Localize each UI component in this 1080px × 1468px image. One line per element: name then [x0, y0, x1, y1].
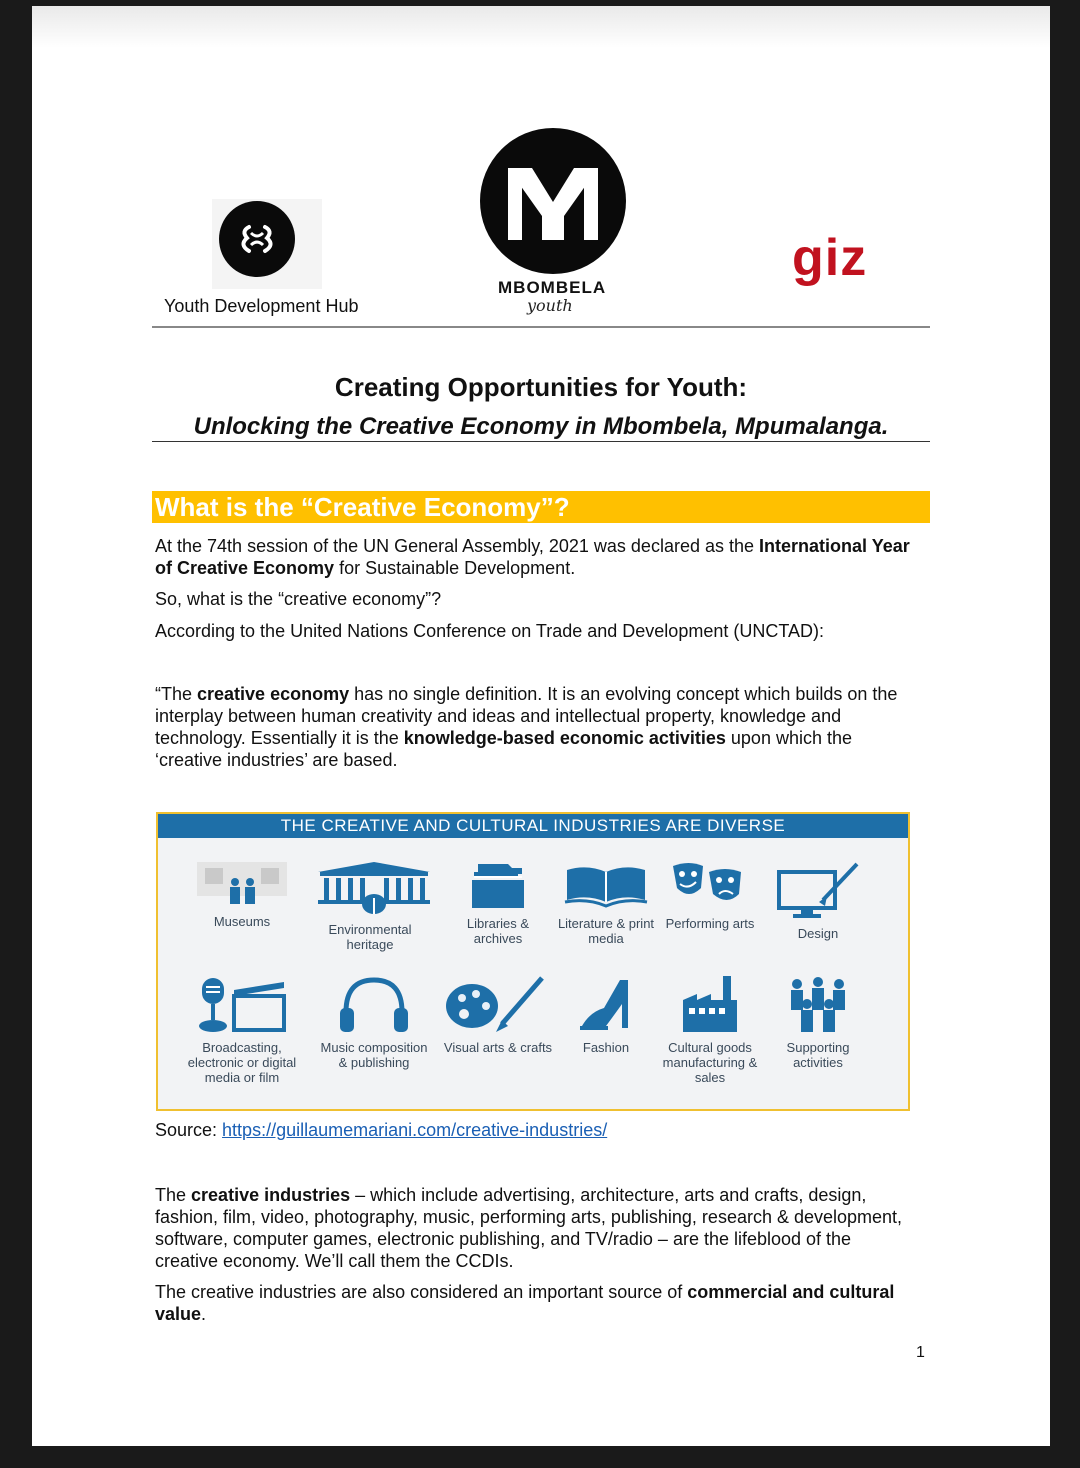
industry-music	[318, 974, 430, 1070]
giz-logo: giz	[792, 229, 868, 287]
industry-libraries-archives	[442, 860, 554, 946]
header-divider	[152, 326, 930, 328]
factory-icon	[675, 974, 745, 1034]
industry-label: Museums	[213, 914, 271, 929]
industry-label: Music composition & publishing	[320, 1040, 428, 1070]
industry-design	[762, 860, 874, 941]
page-number: 1	[916, 1344, 925, 1361]
paragraph-un-assembly: At the 74th session of the UN General Assembly, 2021 was declared as the International Year of Creative Economy for Sustainable Development.	[155, 536, 910, 578]
title-divider	[152, 441, 930, 442]
industry-fashion	[550, 974, 662, 1055]
source-link[interactable]: https://guillaumemariani.com/creative-industries/	[222, 1120, 608, 1140]
graphic-body	[158, 838, 908, 1109]
industry-label: Environmental heritage	[328, 922, 412, 952]
hub-logo-mark-icon	[219, 201, 295, 277]
theatre-masks-icon	[667, 860, 753, 910]
quote-definition: “The creative economy has no single definition. It is an evolving concept which builds on the interplay between human creativity and ideas and intellectual property, knowledge and technology. Essentially it is the knowledge-based economic activities upon which the ‘creative industries’ are based.	[155, 684, 898, 770]
mbombela-youth-logo	[480, 128, 626, 274]
mbombela-logo-text: MBOMBELA	[498, 278, 607, 297]
document-subtitle: Unlocking the Creative Economy in Mbombela, Mpumalanga.	[193, 413, 889, 440]
industry-broadcasting-media	[186, 974, 298, 1085]
source-line: Source: https://guillaumemariani.com/creative-industries/	[155, 1120, 608, 1140]
group-people-icon	[783, 974, 853, 1034]
industry-label: Design	[797, 926, 839, 941]
open-book-icon	[563, 860, 649, 910]
monitor-brush-icon	[773, 860, 863, 920]
microphone-clapboard-icon	[194, 974, 290, 1034]
hub-logo	[219, 201, 295, 277]
palette-brush-icon	[442, 974, 554, 1034]
industry-label: Literature & print media	[557, 916, 655, 946]
section-heading: What is the “Creative Economy”?	[155, 492, 570, 522]
industry-label: Visual arts & crafts	[443, 1040, 553, 1055]
document-page	[32, 6, 1050, 1446]
headphones-icon	[334, 974, 414, 1034]
industry-supporting-activities	[762, 974, 874, 1070]
industry-museums	[186, 860, 298, 929]
industry-label: Cultural goods manufacturing & sales	[662, 1040, 758, 1085]
page-top-shadow	[32, 6, 1050, 48]
industry-cultural-goods	[654, 974, 766, 1085]
hub-logo-caption: Youth Development Hub	[164, 296, 359, 316]
industry-label: Fashion	[582, 1040, 630, 1055]
graphic-title: THE CREATIVE AND CULTURAL INDUSTRIES ARE DIVERSE	[280, 816, 786, 835]
industry-literature-print	[550, 860, 662, 946]
creative-industries-graphic	[156, 812, 910, 1111]
mbombela-y-icon	[480, 128, 626, 274]
industry-visual-arts	[442, 974, 554, 1055]
paragraph-commercial-value: The creative industries are also considered an important source of commercial and cultural value.	[155, 1282, 895, 1324]
industry-label: Supporting activities	[786, 1040, 850, 1070]
paragraph-creative-industries: The creative industries – which include advertising, architecture, arts and crafts, design, fashion, film, video, photography, music, performing arts, publishing, research & development, software, computer games, electronic publishing, and TV/radio – are the lifeblood of the creative economy. We’ll call them the CCDIs.	[155, 1185, 903, 1271]
museum-icon	[195, 860, 289, 908]
paragraph-question: So, what is the “creative economy”?	[155, 589, 442, 609]
document-title: Creating Opportunities for Youth:	[334, 372, 748, 402]
mbombela-logo-script: youth	[527, 296, 573, 315]
paragraph-unctad: According to the United Nations Conference on Trade and Development (UNCTAD):	[155, 621, 824, 641]
heritage-building-icon	[314, 860, 434, 916]
industry-performing-arts	[654, 860, 766, 931]
industry-label: Broadcasting, electronic or digital media or film	[187, 1040, 297, 1085]
high-heel-icon	[576, 974, 636, 1034]
industry-label: Libraries & archives	[466, 916, 530, 946]
industry-label: Performing arts	[665, 916, 755, 931]
archive-files-icon	[468, 860, 528, 910]
industry-environmental-heritage	[314, 860, 426, 952]
